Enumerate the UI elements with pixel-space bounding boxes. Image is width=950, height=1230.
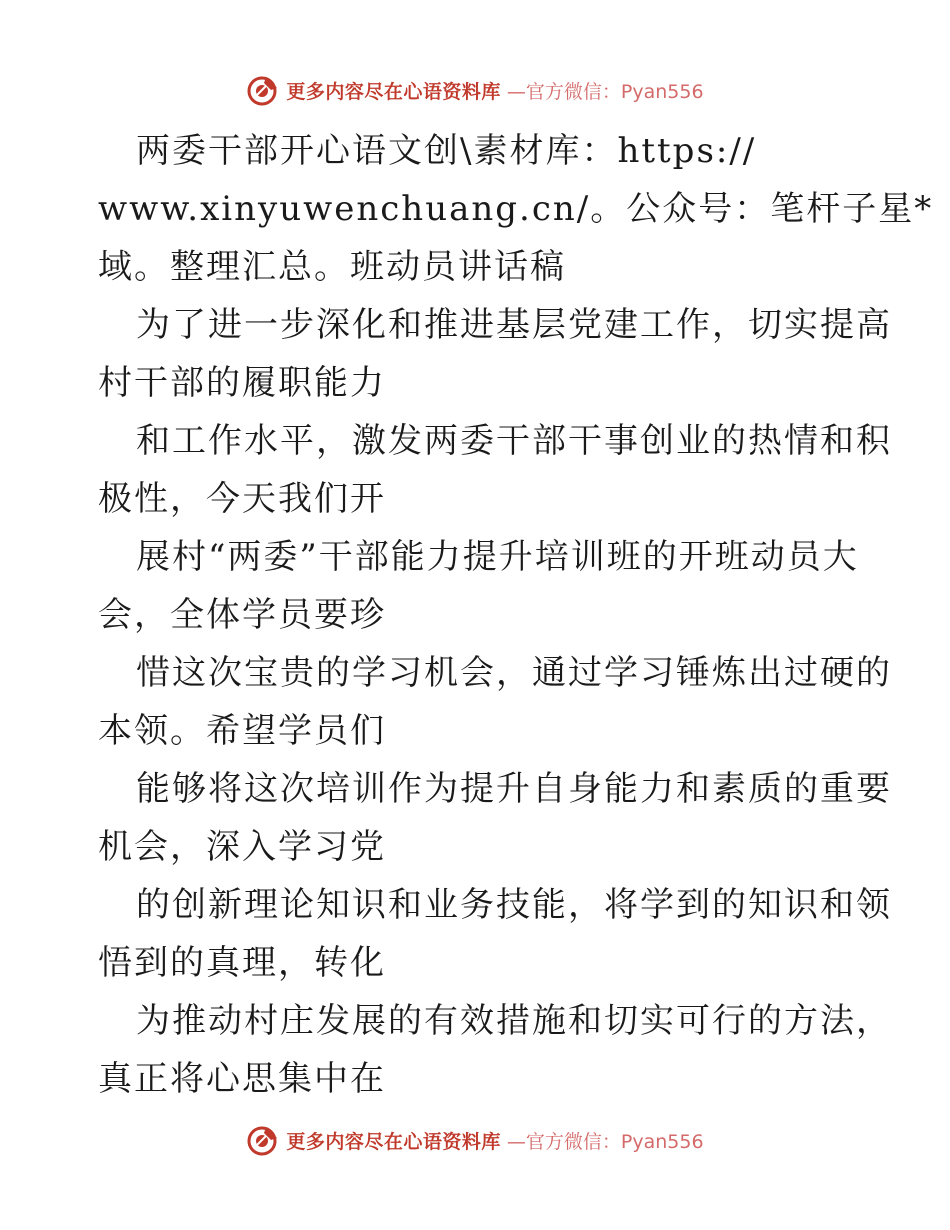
text-line: 两委干部开心语文创\素材库：https:// bbox=[136, 131, 757, 171]
text-line: 真正将心思集中在 bbox=[98, 1059, 386, 1099]
text-line: 为了进一步深化和推进基层党建工作，切实提高 bbox=[136, 305, 892, 345]
footer-banner bbox=[0, 1120, 950, 1160]
footer-wechat-text: —官方微信：Pyan556 bbox=[506, 1130, 704, 1153]
footer-banner-text: 更多内容尽在心语资料库 bbox=[286, 1130, 501, 1153]
header-wechat-text: —官方微信：Pyan556 bbox=[506, 80, 704, 103]
text-line: www.xinyuwenchuang.cn/。公众号：笔杆子星* bbox=[98, 189, 934, 229]
text-line: 域。整理汇总。班动员讲话稿 bbox=[98, 247, 566, 287]
text-line: 会，全体学员要珍 bbox=[98, 595, 386, 635]
text-line: 村干部的履职能力 bbox=[98, 363, 386, 403]
text-line: 机会，深入学习党 bbox=[98, 827, 386, 867]
text-line: 极性，今天我们开 bbox=[98, 479, 386, 519]
text-line: 展村“两委”干部能力提升培训班的开班动员大 bbox=[136, 537, 859, 577]
text-line: 和工作水平，激发两委干部干事创业的热情和积 bbox=[136, 421, 892, 461]
document-body bbox=[98, 122, 934, 1108]
text-line: 的创新理论知识和业务技能，将学到的知识和领 bbox=[136, 885, 892, 925]
pen-logo-icon bbox=[246, 73, 280, 107]
header-banner-inner bbox=[246, 73, 703, 107]
footer-banner-inner bbox=[246, 1123, 703, 1157]
text-line: 悟到的真理，转化 bbox=[98, 943, 386, 983]
header-banner bbox=[0, 70, 950, 110]
pen-logo-icon bbox=[246, 1123, 280, 1157]
text-line: 能够将这次培训作为提升自身能力和素质的重要 bbox=[136, 769, 892, 809]
text-line: 为推动村庄发展的有效措施和切实可行的方法， bbox=[136, 1001, 892, 1041]
text-line: 惜这次宝贵的学习机会，通过学习锤炼出过硬的 bbox=[136, 653, 892, 693]
header-banner-text: 更多内容尽在心语资料库 bbox=[286, 80, 501, 103]
text-line: 本领。希望学员们 bbox=[98, 711, 386, 751]
